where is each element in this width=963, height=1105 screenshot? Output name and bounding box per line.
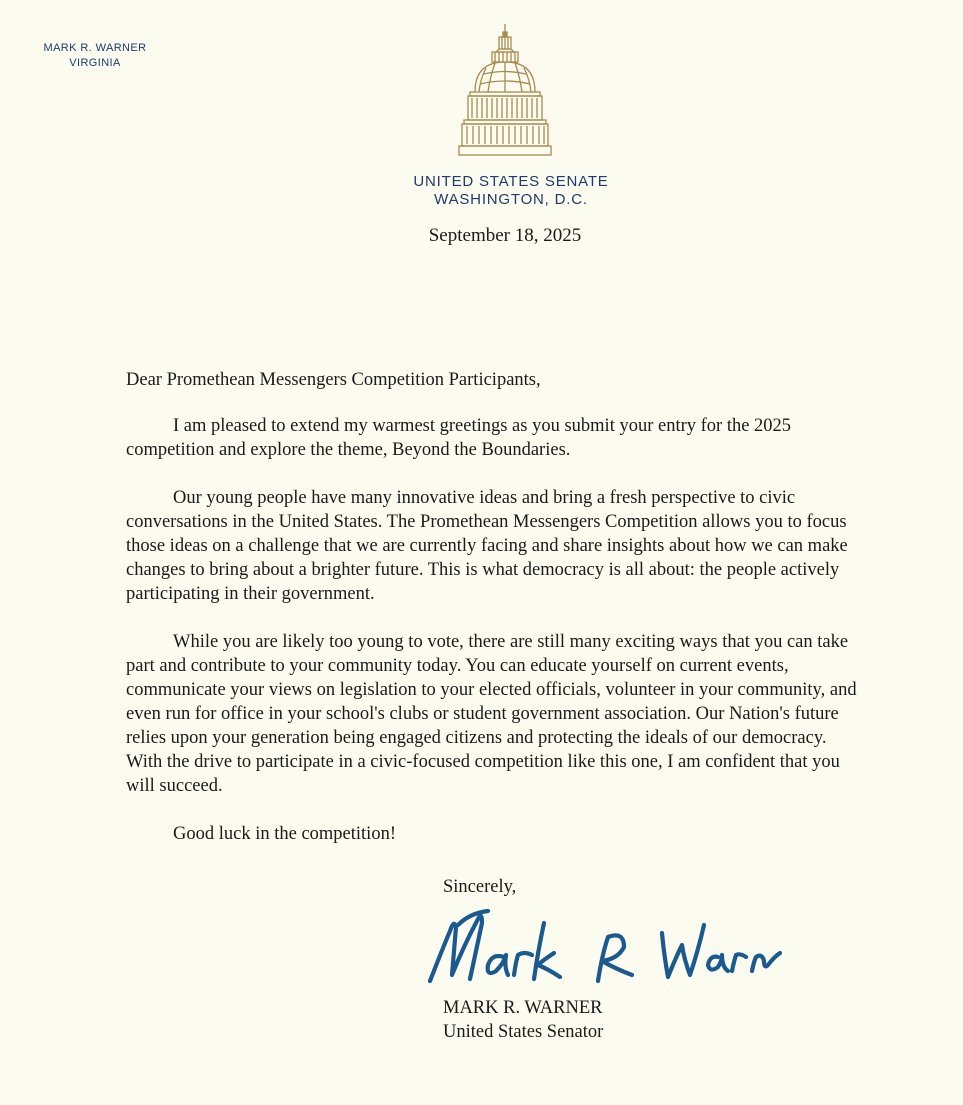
signer-block <box>443 996 743 1044</box>
capitol-dome-icon <box>458 22 552 158</box>
letterhead-office <box>346 173 676 209</box>
signer-name: MARK R. WARNER <box>443 998 603 1018</box>
closing: Sincerely, <box>443 877 517 897</box>
signature <box>418 905 788 997</box>
paragraph-4: Good luck in the competition! <box>173 824 396 844</box>
letterhead-sender-state: VIRGINIA <box>69 57 121 69</box>
paragraph-3: While you are likely too young to vote, there are still many exciting ways that you can take part and contribute to your community today. You can educate yourself on current events, communicate your views on legislation to your elected officials, volunteer in your community, and even run for office in your school's clubs or student government association. Our Nation's future relies upon your generation being engaged citizens and protecting the ideals of our democracy. With the drive to participate in a civic-focused competition like this one, I am confident that you will succeed. <box>126 632 857 796</box>
letterhead-senate: UNITED STATES SENATE <box>413 173 609 190</box>
paragraph-1: I am pleased to extend my warmest greetings as you submit your entry for the 2025 competition and explore the theme, Beyond the Boundaries. <box>126 416 792 460</box>
letter-body <box>126 368 866 870</box>
salutation: Dear Promethean Messengers Competition Participants, <box>126 370 541 390</box>
letterhead-sender-name: MARK R. WARNER <box>43 42 147 54</box>
letter-date: September 18, 2025 <box>428 225 582 246</box>
letterhead-sender <box>30 41 160 71</box>
signer-title: United States Senator <box>443 1022 604 1042</box>
letterhead-city: WASHINGTON, D.C. <box>434 191 588 208</box>
paragraph-2: Our young people have many innovative ideas and bring a fresh perspective to civic conversations in the United States. The Promethean Messengers Competition allows you to focus those ideas on a challenge that we are currently facing and share insights about how we can make changes to bring about a brighter future. This is what democracy is all about: the people actively participating in their government. <box>126 488 848 604</box>
